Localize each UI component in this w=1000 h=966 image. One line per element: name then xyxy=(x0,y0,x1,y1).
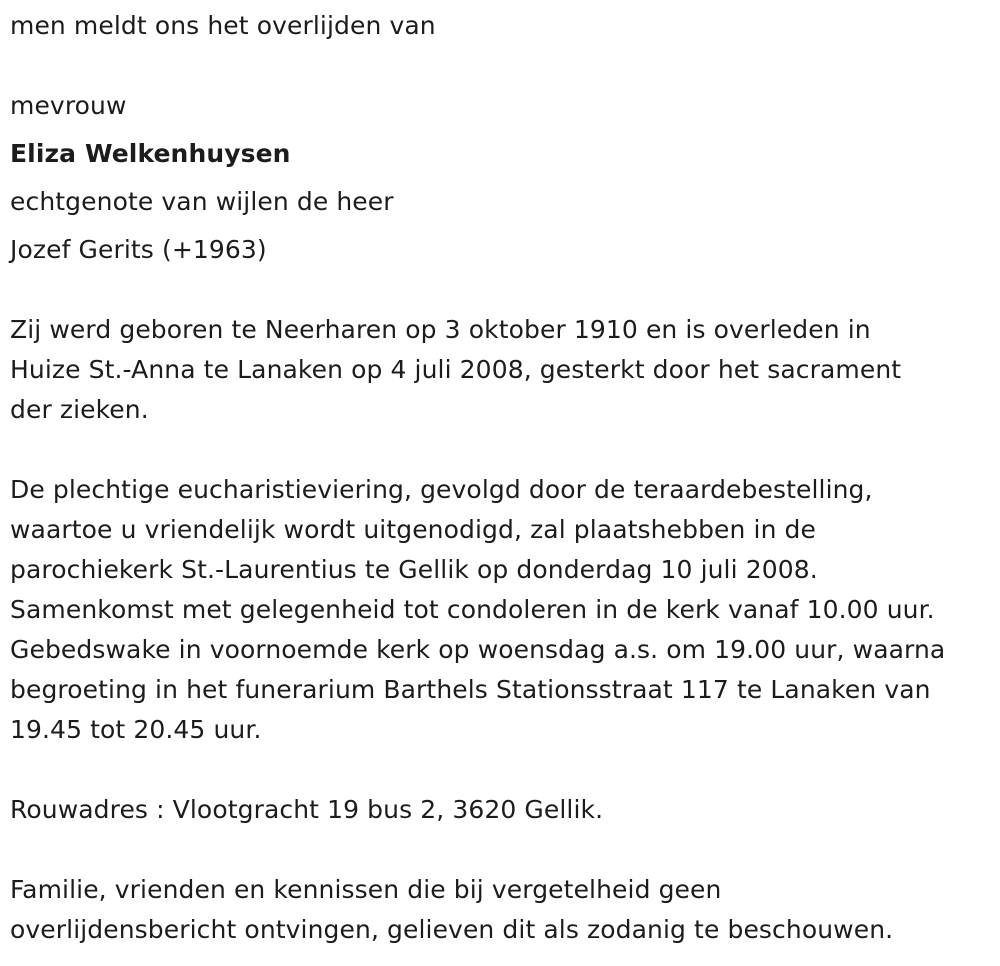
deceased-name: Eliza Welkenhuysen xyxy=(10,139,291,168)
paragraph-line: der zieken. xyxy=(10,395,149,424)
paragraph-line: Gebedswake in voornoemde kerk op woensdag a.s. om 19.00 uur, waarna xyxy=(10,635,946,664)
paragraph-line: Samenkomst met gelegenheid tot condoleren in de kerk vanaf 10.00 uur. xyxy=(10,595,935,624)
paragraph-line: Zij werd geboren te Neerharen op 3 oktober 1910 en is overleden in xyxy=(10,315,871,344)
intro-text: men meldt ons het overlijden van xyxy=(10,11,436,40)
paragraph-line: 19.45 tot 20.45 uur. xyxy=(10,715,262,744)
paragraph-line: waartoe u vriendelijk wordt uitgenodigd, zal plaatshebben in de xyxy=(10,515,817,544)
paragraph-line: Familie, vrienden en kennissen die bij vergetelheid geen xyxy=(10,875,722,904)
relation-text: echtgenote van wijlen de heer xyxy=(10,187,394,216)
paragraph-line: De plechtige eucharistieviering, gevolgd door de teraardebestelling, xyxy=(10,475,873,504)
paragraph-line: parochiekerk St.-Laurentius te Gellik op donderdag 10 juli 2008. xyxy=(10,555,818,584)
birth-death-paragraph xyxy=(10,310,901,430)
spouse-name: Jozef Gerits (+1963) xyxy=(10,235,267,264)
closing-paragraph xyxy=(10,870,893,950)
title-text: mevrouw xyxy=(10,91,127,120)
paragraph-line: begroeting in het funerarium Barthels Stationsstraat 117 te Lanaken van xyxy=(10,675,931,704)
paragraph-line: overlijdensbericht ontvingen, gelieven dit als zodanig te beschouwen. xyxy=(10,915,894,944)
paragraph-line: Huize St.-Anna te Lanaken op 4 juli 2008, gesterkt door het sacrament xyxy=(10,355,902,384)
mourning-address: Rouwadres : Vlootgracht 19 bus 2, 3620 Gellik. xyxy=(10,795,604,824)
ceremony-paragraph xyxy=(10,470,945,750)
